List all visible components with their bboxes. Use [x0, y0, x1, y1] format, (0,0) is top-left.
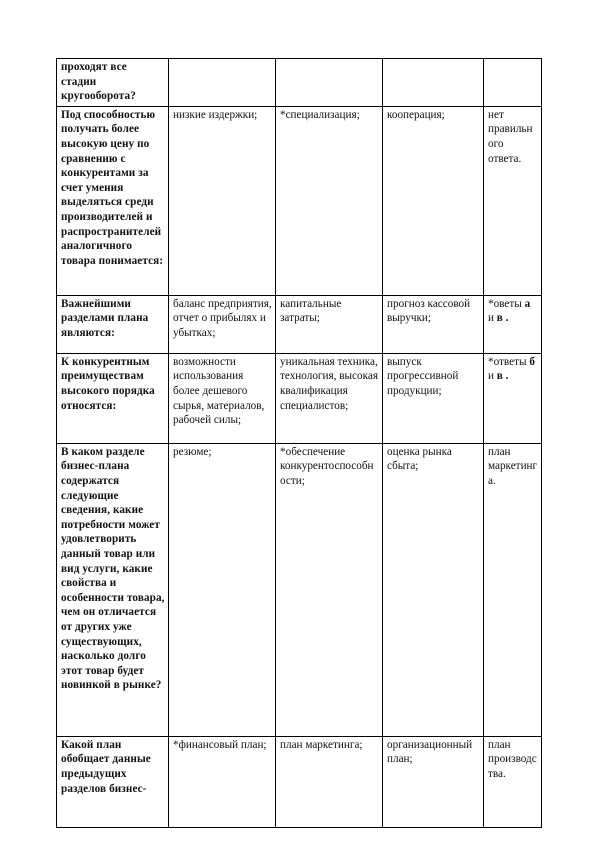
option-a-cell: *финансовый план;: [169, 736, 276, 827]
option-c-cell: оценка рынка сбыта;: [383, 443, 484, 736]
question-cell: Важнейшими разделами плана являются:: [57, 295, 169, 353]
option-c-cell: прогноз кассовой выручки;: [383, 295, 484, 353]
table-row: [57, 295, 542, 353]
option-b-cell: план маркетинга;: [276, 736, 383, 827]
question-cell: К конкурентным преимуществам высокого порядка относятся:: [57, 353, 169, 443]
answer-letter: а: [524, 297, 531, 310]
option-d-cell: план маркетинга.: [484, 443, 542, 736]
option-a-cell: низкие издержки;: [169, 106, 276, 295]
question-cell: Какой план обобщает данные предыдущих разделов бизнес-: [57, 736, 169, 827]
answer-letter: в: [496, 370, 503, 383]
option-b-cell: *специализация;: [276, 106, 383, 295]
quiz-table: [56, 58, 542, 828]
answer-letter: в: [496, 312, 503, 325]
option-d-cell: нет правильного ответа.: [484, 106, 542, 295]
table-row: [57, 353, 542, 443]
option-b-cell: *обеспечение конкурентоспособности;: [276, 443, 383, 736]
option-b-cell: уникальная техника, технология, высокая квалификация специалистов;: [276, 353, 383, 443]
answer-conjunction: и: [488, 370, 497, 383]
option-d-cell: [484, 295, 542, 353]
table-row: [57, 106, 542, 295]
option-b-cell: капитальные затраты;: [276, 295, 383, 353]
option-a-cell: возможности использования более дешевого сырья, материалов, рабочей силы;: [169, 353, 276, 443]
option-c-cell: выпуск прогрессивной продукции;: [383, 353, 484, 443]
option-a-cell: резюме;: [169, 443, 276, 736]
question-cell: В каком разделе бизнес-плана содержатся следующие сведения, какие потребности может удовлетворить данный товар или вид услуги, какие свойства и особенности товара, чем он отличается от других уже существующих, насколько долго этот товар будет новинкой в рынке?: [57, 443, 169, 736]
question-cell: проходят все стадии кругооборота?: [57, 59, 169, 107]
question-cell: Под способностью получать более высокую цену по сравнению с конкурентами за счет умения выделяться среди производителей и распространителей аналогичного товара понимается:: [57, 106, 169, 295]
table-row: [57, 59, 542, 107]
option-d-cell: [484, 353, 542, 443]
option-a-cell: баланс предприятия, отчет о прибылях и убытках;: [169, 295, 276, 353]
table-row: [57, 736, 542, 827]
answer-prefix: *ответы: [488, 355, 530, 368]
answer-conjunction: и: [488, 312, 497, 325]
option-a-cell: [169, 59, 276, 107]
option-d-cell: [484, 59, 542, 107]
option-c-cell: [383, 59, 484, 107]
option-c-cell: организационный план;: [383, 736, 484, 827]
answer-letter: б: [529, 355, 535, 368]
option-d-cell: план производства.: [484, 736, 542, 827]
answer-prefix: *оветы: [488, 297, 525, 310]
option-b-cell: [276, 59, 383, 107]
answer-suffix: .: [502, 312, 509, 325]
answer-suffix: .: [502, 370, 509, 383]
option-c-cell: кооперация;: [383, 106, 484, 295]
table-row: [57, 443, 542, 736]
